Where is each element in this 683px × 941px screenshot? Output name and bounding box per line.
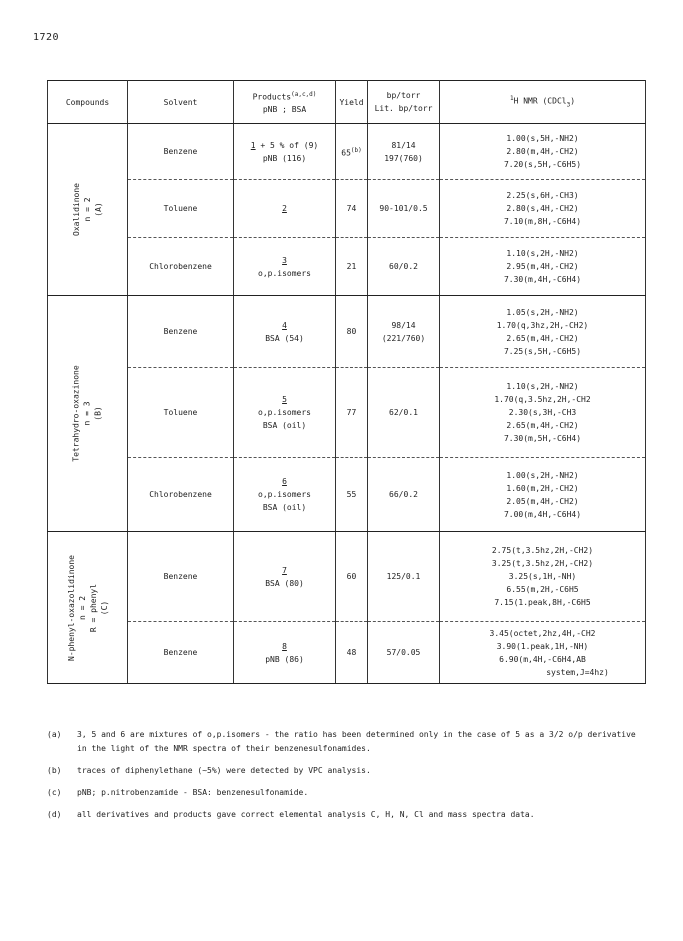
table-row bbox=[48, 180, 646, 238]
footnote: (b) traces of diphenylethane (~5%) were detected by VPC analysis. bbox=[47, 766, 371, 775]
bp-cell: 125/0.1 bbox=[368, 532, 440, 622]
bp-cell: 60/0.2 bbox=[368, 238, 440, 296]
nmr-cell: 2.75(t,3.5hz,2H,-CH2) 3.25(t,3.5hz,2H,-CH2) 3.25(s,1H,-NH) 6.55(m,2H,-C6H5 7.15(1.peak,8H,-C6H5 bbox=[440, 532, 646, 622]
table-row bbox=[48, 622, 646, 684]
solvent-cell: Toluene bbox=[128, 368, 234, 458]
solvent-cell: Benzene bbox=[128, 124, 234, 180]
col-bp: bp/torr Lit. bp/torr bbox=[368, 81, 440, 124]
yield-cell: 60 bbox=[336, 532, 368, 622]
bp-cell: 62/0.1 bbox=[368, 368, 440, 458]
solvent-cell: Chlorobenzene bbox=[128, 458, 234, 532]
table-row bbox=[48, 368, 646, 458]
nmr-cell: 1.10(s,2H,-NH2) 1.70(q,3.5hz,2H,-CH2 2.30(s,3H,-CH3 2.65(m,4H,-CH2) 7.30(m,5H,-C6H4) bbox=[440, 368, 646, 458]
bp-cell: 57/0.05 bbox=[368, 622, 440, 684]
bp-cell: 66/0.2 bbox=[368, 458, 440, 532]
footnotes bbox=[47, 728, 647, 830]
compound-group-a: Oxalidinone n = 2 (A) bbox=[48, 124, 128, 296]
bp-cell: 98/14 (221/760) bbox=[368, 296, 440, 368]
product-cell: 8 pNB (86) bbox=[234, 622, 336, 684]
col-compounds: Compounds bbox=[48, 81, 128, 124]
yield-cell: 80 bbox=[336, 296, 368, 368]
solvent-cell: Toluene bbox=[128, 180, 234, 238]
col-yield: Yield bbox=[336, 81, 368, 124]
table-row bbox=[48, 532, 646, 622]
compound-group-b: Tetrahydro-oxazinone n = 3 (B) bbox=[48, 296, 128, 532]
product-cell: 5 o,p.isomers BSA (oil) bbox=[234, 368, 336, 458]
table-row bbox=[48, 458, 646, 532]
nmr-cell: 1.00(s,5H,-NH2) 2.80(m,4H,-CH2) 7.20(s,5H,-C6H5) bbox=[440, 124, 646, 180]
col-solvent: Solvent bbox=[128, 81, 234, 124]
yield-cell: 77 bbox=[336, 368, 368, 458]
yield-cell: 65$^{(b)}$ bbox=[336, 124, 368, 180]
table-header-row bbox=[48, 81, 646, 124]
table-row bbox=[48, 296, 646, 368]
product-cell: 2 bbox=[234, 180, 336, 238]
product-cell: 1 + 5 % of (9) pNB (116) bbox=[234, 124, 336, 180]
results-table bbox=[47, 80, 646, 684]
nmr-cell: 3.45(octet,2hz,4H,-CH2 3.90(1.peak,1H,-NH) 6.90(m,4H,-C6H4,AB system,J=4hz) bbox=[440, 622, 646, 684]
col-products: Products$^{(a,c,d)}$ pNB ; BSA bbox=[234, 81, 336, 124]
nmr-cell: 2.25(s,6H,-CH3) 2.80(s,4H,-CH2) 7.10(m,8H,-C6H4) bbox=[440, 180, 646, 238]
nmr-cell: 1.05(s,2H,-NH2) 1.70(q,3hz,2H,-CH2) 2.65(m,4H,-CH2) 7.25(s,5H,-C6H5) bbox=[440, 296, 646, 368]
col-nmr: $^1$H NMR (CDCl$_3$) bbox=[440, 81, 646, 124]
table-row bbox=[48, 124, 646, 180]
product-cell: 4 BSA (54) bbox=[234, 296, 336, 368]
yield-cell: 55 bbox=[336, 458, 368, 532]
nmr-cell: 1.00(s,2H,-NH2) 1.60(m,2H,-CH2) 2.05(m,4H,-CH2) 7.00(m,4H,-C6H4) bbox=[440, 458, 646, 532]
footnote: (c) pNB; p.nitrobenzamide - BSA: benzenesulfonamide. bbox=[47, 788, 309, 797]
page-number: 1720 bbox=[33, 32, 60, 43]
solvent-cell: Benzene bbox=[128, 532, 234, 622]
product-cell: 3 o,p.isomers bbox=[234, 238, 336, 296]
footnote: (d) all derivatives and products gave correct elemental analysis C, H, N, Cl and mass spectra data. bbox=[47, 810, 535, 819]
yield-cell: 48 bbox=[336, 622, 368, 684]
product-cell: 7 BSA (80) bbox=[234, 532, 336, 622]
bp-cell: 81/14 197(760) bbox=[368, 124, 440, 180]
yield-cell: 74 bbox=[336, 180, 368, 238]
footnote: (a) 3, 5 and 6 are mixtures of o,p.isomers - the ratio has been determined only in the case of 5 as a 3/2 o/p derivative in the light of the NMR spectra of their benzenesulfonamides. bbox=[47, 730, 636, 753]
compound-group-c: N-phenyl-oxazolidinone n = 2 R = phenyl (C) bbox=[48, 532, 128, 684]
yield-cell: 21 bbox=[336, 238, 368, 296]
solvent-cell: Benzene bbox=[128, 622, 234, 684]
solvent-cell: Chlorobenzene bbox=[128, 238, 234, 296]
bp-cell: 90-101/0.5 bbox=[368, 180, 440, 238]
solvent-cell: Benzene bbox=[128, 296, 234, 368]
table-row bbox=[48, 238, 646, 296]
product-cell: 6 o,p.isomers BSA (oil) bbox=[234, 458, 336, 532]
nmr-cell: 1.10(s,2H,-NH2) 2.95(m,4H,-CH2) 7.30(m,4H,-C6H4) bbox=[440, 238, 646, 296]
